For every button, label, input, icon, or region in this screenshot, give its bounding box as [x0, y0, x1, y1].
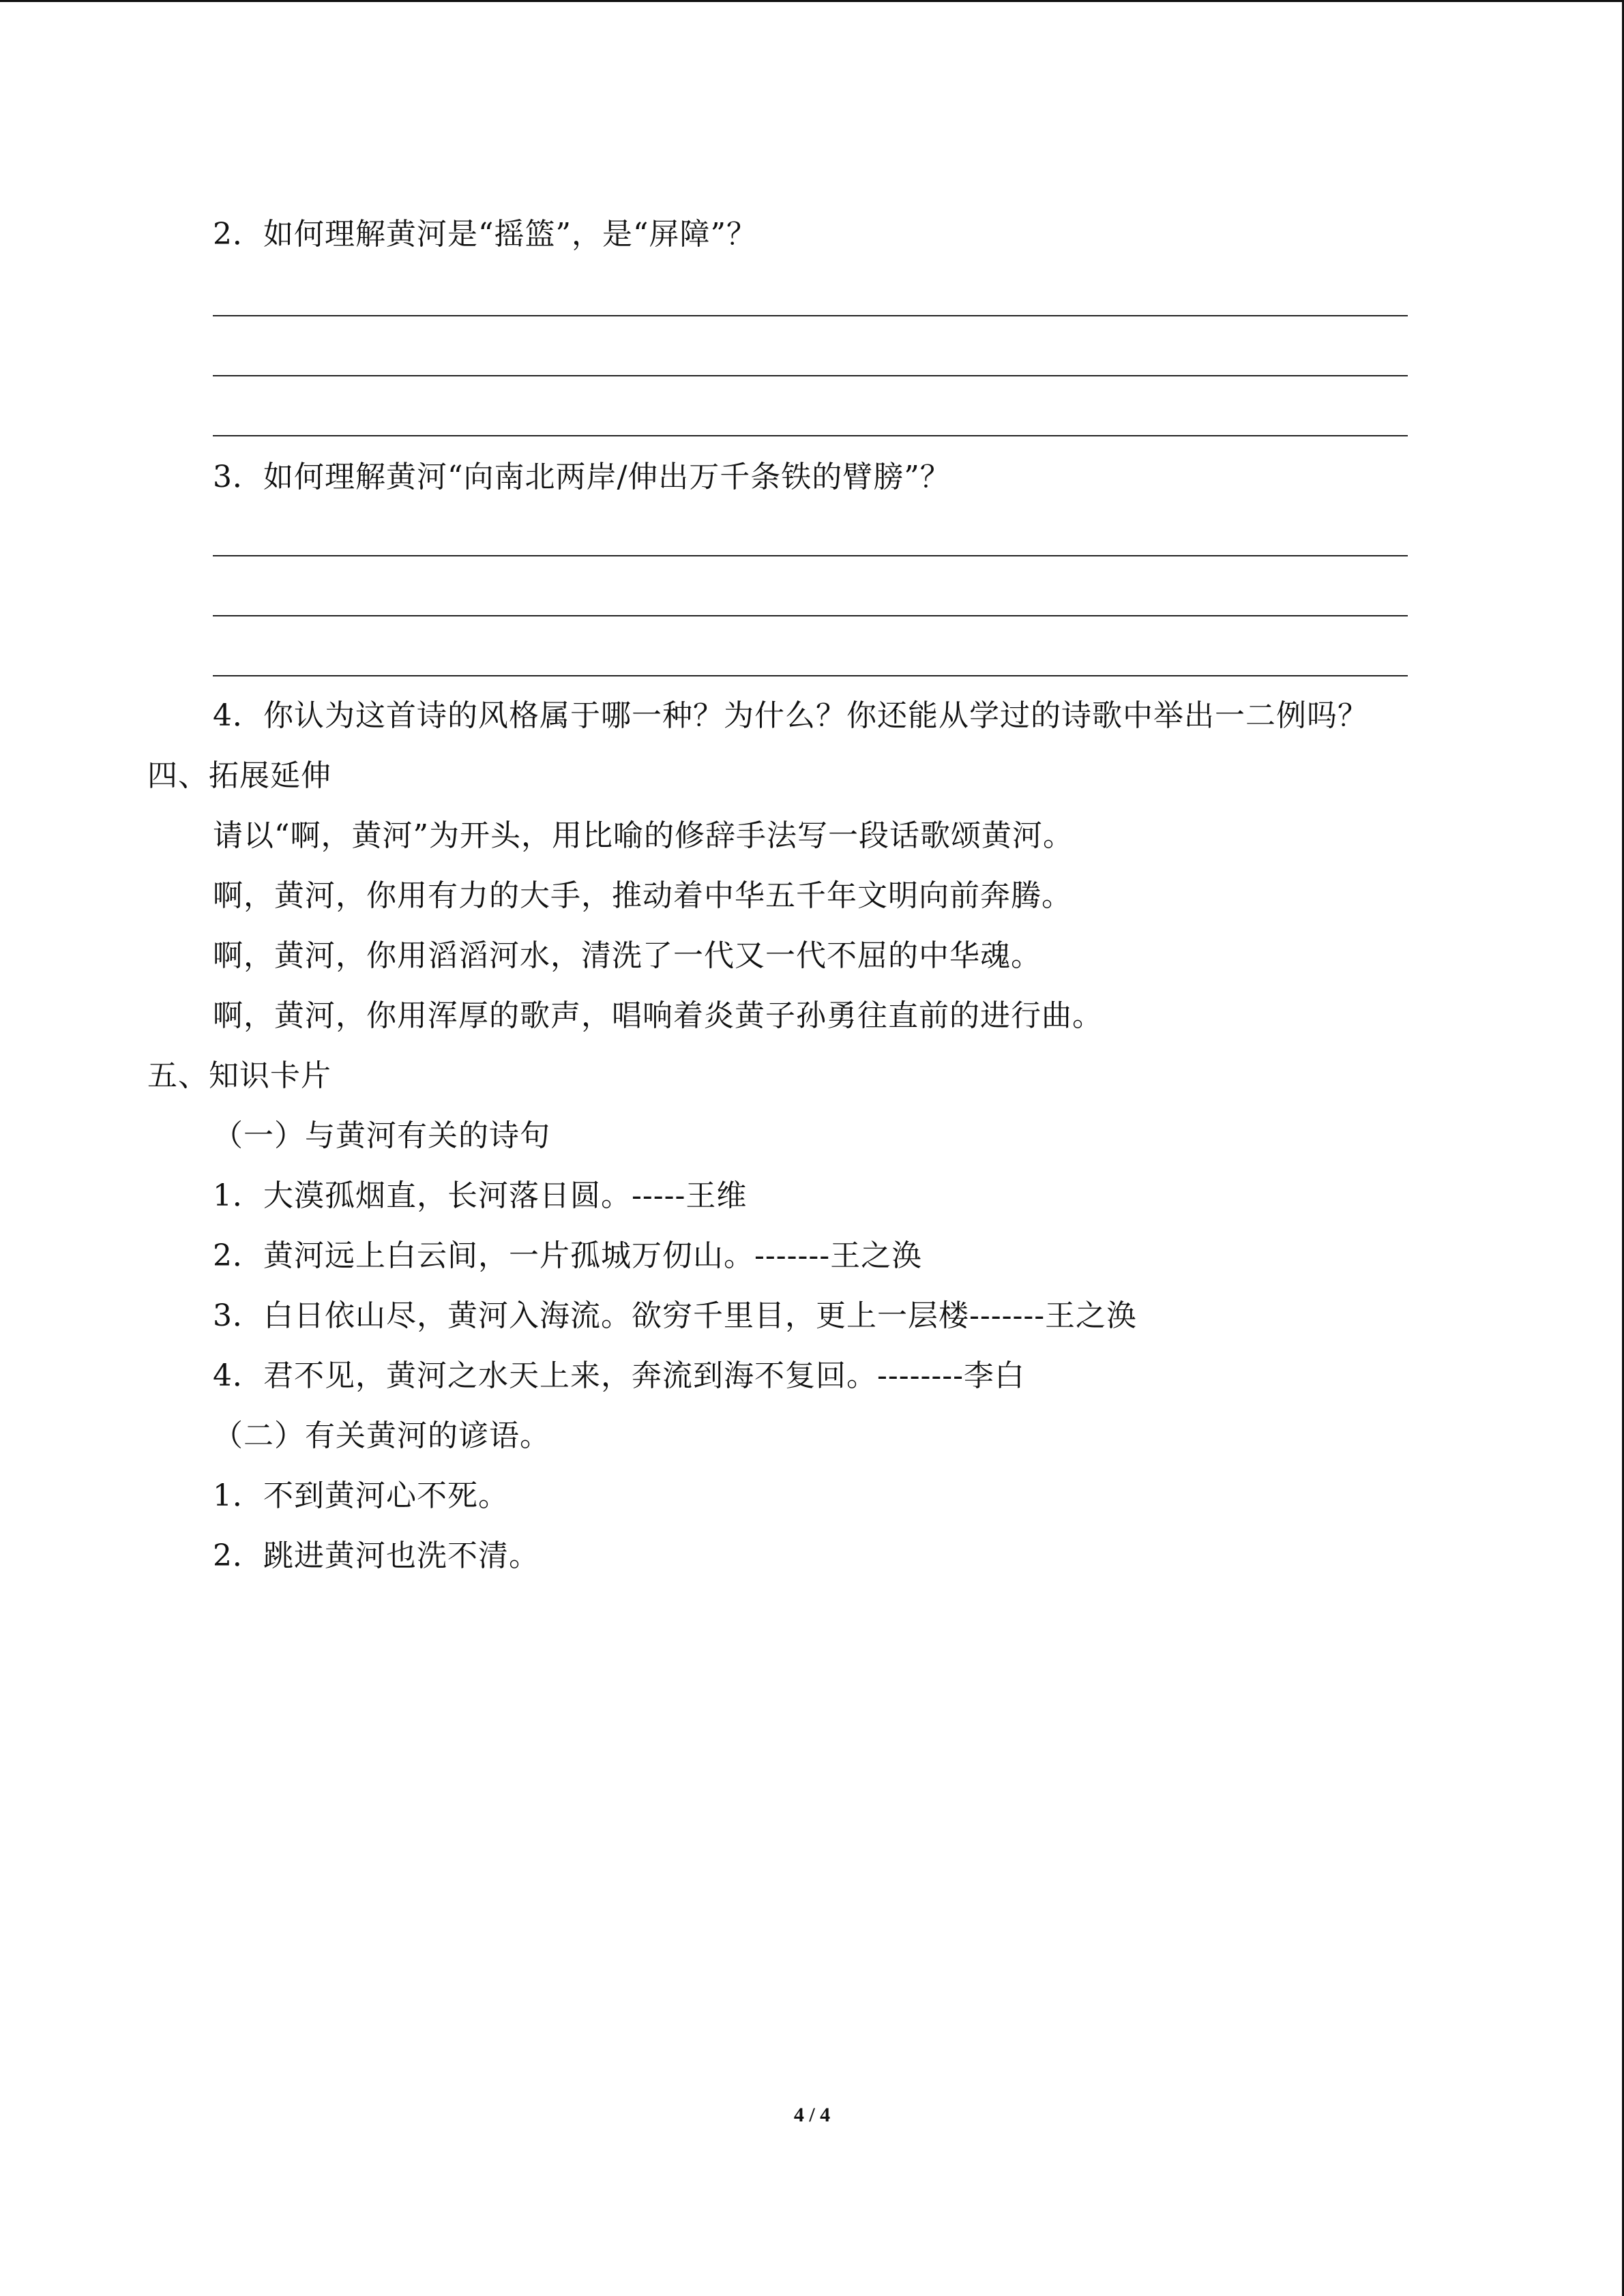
question-3: 3．如何理解黄河“向南北两岸/伸出万千条铁的臂膀”？	[213, 460, 951, 494]
sample-line-1: 啊，黄河，你用有力的大手，推动着中华五千年文明向前奔腾。	[213, 878, 1072, 913]
section-5-heading: 五、知识卡片	[147, 1058, 331, 1093]
section-4-prompt: 请以“啊，黄河”为开头，用比喻的修辞手法写一段话歌颂黄河。	[213, 818, 1074, 853]
answer-line	[213, 615, 1408, 616]
answer-line	[213, 315, 1408, 316]
sample-line-2: 啊，黄河，你用滔滔河水，清洗了一代又一代不屈的中华魂。	[213, 938, 1042, 973]
answer-line	[213, 375, 1408, 376]
section-4-heading: 四、拓展延伸	[147, 758, 331, 793]
page-number: 4 / 4	[793, 2104, 831, 2126]
page-border-top	[0, 0, 1624, 2]
question-4: 4．你认为这首诗的风格属于哪一种？为什么？你还能从学过的诗歌中举出一二例吗？	[213, 698, 1368, 733]
poem-line-3: 3．白日依山尽，黄河入海流。欲穷千里目，更上一层楼-------王之涣	[213, 1298, 1138, 1333]
question-2: 2．如何理解黄河是“摇篮”，是“屏障”？	[213, 217, 757, 252]
poem-line-4: 4．君不见，黄河之水天上来，奔流到海不复回。--------李白	[213, 1358, 1025, 1393]
answer-line	[213, 675, 1408, 676]
proverb-line-2: 2．跳进黄河也洗不清。	[213, 1538, 540, 1573]
subsection-proverbs-heading: （二）有关黄河的谚语。	[213, 1418, 550, 1453]
subsection-poems-heading: （一）与黄河有关的诗句	[213, 1118, 550, 1153]
proverb-line-1: 1．不到黄河心不死。	[213, 1478, 509, 1513]
answer-line	[213, 435, 1408, 436]
poem-line-2: 2．黄河远上白云间，一片孤城万仞山。-------王之涣	[213, 1238, 923, 1273]
sample-line-3: 啊，黄河，你用浑厚的歌声，唱响着炎黄子孙勇往直前的进行曲。	[213, 998, 1103, 1033]
answer-line	[213, 555, 1408, 556]
poem-line-1: 1．大漠孤烟直，长河落日圆。-----王维	[213, 1178, 748, 1213]
